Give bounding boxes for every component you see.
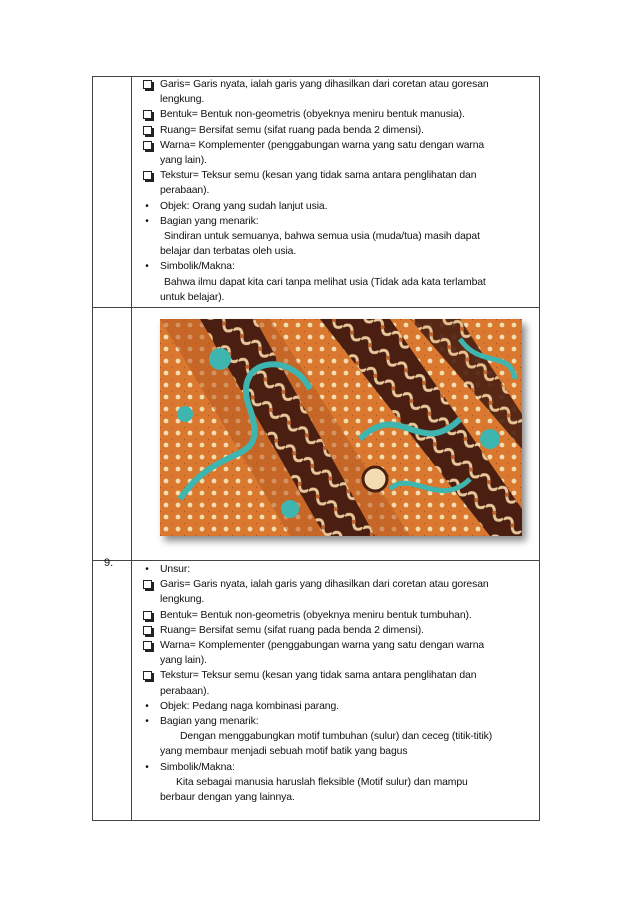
list-item: • Simbolik/Makna: bbox=[140, 259, 532, 274]
bullet-icon: • bbox=[145, 261, 149, 273]
list-item: • Objek: Orang yang sudah lanjut usia. bbox=[140, 199, 532, 214]
analysis-block-2: • Unsur: Garis= Garis nyata, ialah garis yang dihasilkan dari coretan atau goresan lengkung. Bentuk= Bentuk non-geometris (obyeknya meniru bentuk tumbuhan). Ruang= Bersifat semu (sifat ruang pada benda 2 dimensi). Warna= Komplementer (penggabungan warna yang satu dengan warna yang lain). Tekstur= Teksur semu (kesan yang tidak sama antara penglihatan dan perabaan). • Objek: Pedang naga kombinasi parang. • Bagian yang menarik: Dengan menggabungkan motif tumbuhan (sulur) dan ceceg (titik-titik) yang membaur menjadi sebuah motif batik yang bagus • Simbolik/Makna: Kita sebagai manusia haruslah fleksible (Motif sulur) dan mampu berbaur dengan yang lainnya. bbox=[140, 562, 532, 805]
list-item: Garis= Garis nyata, ialah garis yang dihasilkan dari coretan atau goresan bbox=[140, 77, 532, 92]
bullet-icon: • bbox=[145, 200, 149, 212]
checkbox-bullet-icon bbox=[143, 80, 152, 89]
column-divider bbox=[131, 76, 132, 821]
list-item: • Unsur: bbox=[140, 562, 532, 577]
checkbox-bullet-icon bbox=[143, 641, 152, 650]
checkbox-bullet-icon bbox=[143, 611, 152, 620]
batik-photo bbox=[160, 319, 522, 536]
row-number: 9. bbox=[104, 557, 114, 569]
list-item: Tekstur= Teksur semu (kesan yang tidak sama antara penglihatan dan bbox=[140, 668, 532, 683]
checkbox-bullet-icon bbox=[143, 626, 152, 635]
bullet-icon: • bbox=[145, 564, 149, 575]
list-item: Bentuk= Bentuk non-geometris (obyeknya meniru bentuk manusia). bbox=[140, 107, 532, 122]
list-item: Warna= Komplementer (penggabungan warna yang satu dengan warna bbox=[140, 638, 532, 653]
list-item: • Bagian yang menarik: bbox=[140, 214, 532, 229]
list-item: Warna= Komplementer (penggabungan warna yang satu dengan warna bbox=[140, 138, 532, 153]
row-divider-2 bbox=[92, 560, 540, 561]
bullet-icon: • bbox=[145, 215, 149, 227]
checkbox-bullet-icon bbox=[143, 171, 152, 180]
row-divider-1 bbox=[92, 307, 540, 308]
bullet-icon: • bbox=[145, 700, 149, 712]
list-item: Bentuk= Bentuk non-geometris (obyeknya meniru bentuk tumbuhan). bbox=[140, 608, 532, 623]
checkbox-bullet-icon bbox=[143, 141, 152, 150]
analysis-block-1: Garis= Garis nyata, ialah garis yang dihasilkan dari coretan atau goresan lengkung. Bentuk= Bentuk non-geometris (obyeknya meniru bentuk manusia). Ruang= Bersifat semu (sifat ruang pada benda 2 dimensi). Warna= Komplementer (penggabungan warna yang satu dengan warna yang lain). Tekstur= Teksur semu (kesan yang tidak sama antara penglihatan dan perabaan). • Objek: Orang yang sudah lanjut usia. • Bagian yang menarik: Sindiran untuk semuanya, bahwa semua usia (muda/tua) masih dapat belajar dan terbatas oleh usia. • Simbolik/Makna: Bahwa ilmu dapat kita cari tanpa melihat usia (Tidak ada kata terlambat untuk belajar). bbox=[140, 77, 532, 305]
list-item: Tekstur= Teksur semu (kesan yang tidak sama antara penglihatan dan bbox=[140, 168, 532, 183]
bullet-icon: • bbox=[145, 716, 149, 728]
checkbox-bullet-icon bbox=[143, 110, 152, 119]
checkbox-bullet-icon bbox=[143, 580, 152, 589]
bullet-icon: • bbox=[145, 761, 149, 773]
list-item: • Objek: Pedang naga kombinasi parang. bbox=[140, 699, 532, 714]
checkbox-bullet-icon bbox=[143, 671, 152, 680]
list-item: Ruang= Bersifat semu (sifat ruang pada benda 2 dimensi). bbox=[140, 623, 532, 638]
list-item: Garis= Garis nyata, ialah garis yang dihasilkan dari coretan atau goresan bbox=[140, 577, 532, 592]
checkbox-bullet-icon bbox=[143, 126, 152, 135]
list-item: • Bagian yang menarik: bbox=[140, 714, 532, 729]
list-item: Ruang= Bersifat semu (sifat ruang pada benda 2 dimensi). bbox=[140, 123, 532, 138]
list-item: • Simbolik/Makna: bbox=[140, 760, 532, 775]
